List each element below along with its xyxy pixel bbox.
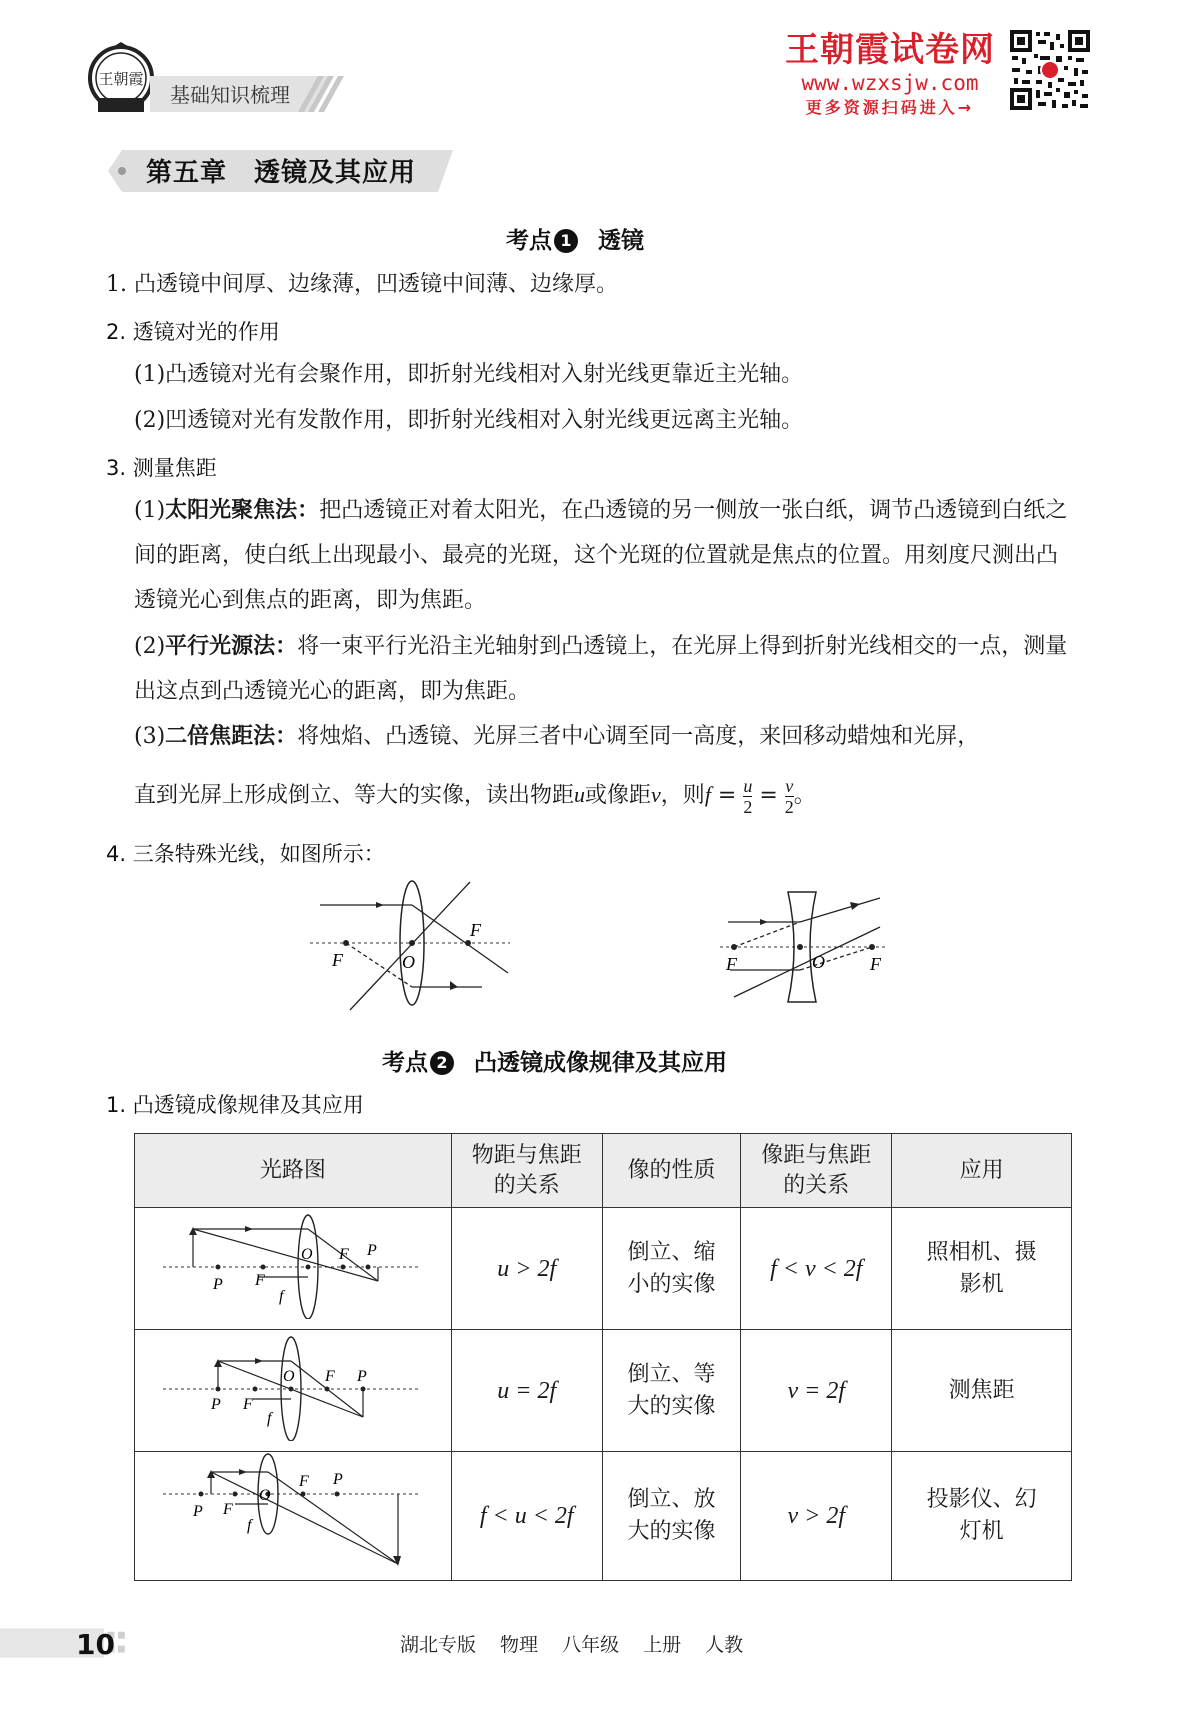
focus-left-label: F xyxy=(726,954,737,974)
table-row xyxy=(135,1208,1072,1330)
section-1-heading: 考点 1 透镜 xyxy=(506,228,644,254)
section-2-heading: 考点 2 凸透镜成像规律及其应用 xyxy=(382,1050,727,1076)
qr-code-icon[interactable] xyxy=(1010,30,1090,110)
method-3-text-2: 直到光屏上形成倒立、等大的实像，读出物距 xyxy=(134,783,575,808)
focal-length-label: f xyxy=(266,1409,272,1427)
method-1-prefix: (1) xyxy=(134,498,166,523)
method-3-text: 将烛焰、凸透镜、光屏三者中心调至同一高度，来回移动蜡烛和光屏， xyxy=(297,724,980,749)
method-3-formula-line xyxy=(134,772,1074,818)
ray-diagram-u-gt-2f xyxy=(163,1209,423,1319)
point-p-label: P xyxy=(212,1275,223,1293)
optical-center-label: O xyxy=(282,1367,295,1385)
fraction-2-numerator: v xyxy=(785,775,794,796)
header-ray-diagram: 光路图 xyxy=(135,1134,452,1208)
section-1-number: 1 xyxy=(554,229,578,253)
item-2-title: 2. 透镜对光的作用 xyxy=(106,320,280,344)
method-1-name: 太阳光聚焦法： xyxy=(165,498,320,523)
optical-center-label: O xyxy=(300,1245,313,1263)
method-3-end: 。 xyxy=(793,783,816,808)
footer-info: 湖北专版 物理 八年级 上册 人教 xyxy=(400,1634,744,1656)
brand-tagline: 更多资源扫码进入→ xyxy=(805,98,975,117)
brand-name: 王朝霞试卷网 xyxy=(785,30,995,70)
focus-label: F xyxy=(222,1501,233,1518)
brand-block[interactable] xyxy=(770,30,1010,120)
convex-lens-rays-diagram xyxy=(310,880,520,1015)
method-parallel-light xyxy=(134,624,1074,714)
header-application: 应用 xyxy=(892,1134,1072,1208)
item-2-point-2: (2)凹透镜对光有发散作用，即折射光线相对入射光线更远离主光轴。 xyxy=(134,408,804,433)
page-number: 10 xyxy=(76,1628,115,1661)
point-p-label: P xyxy=(210,1395,221,1413)
item-1: 1. 凸透镜中间厚、边缘薄，凹透镜中间薄、边缘厚。 xyxy=(106,272,618,297)
imaging-rules-table xyxy=(134,1133,1072,1581)
var-v: v xyxy=(651,782,661,807)
method-3-then: ，则 xyxy=(660,783,705,808)
fraction-u-over-2 xyxy=(743,776,752,817)
method-3-prefix: (3) xyxy=(134,724,166,749)
fraction-2-denominator: 2 xyxy=(784,796,794,817)
fraction-1-numerator: u xyxy=(743,775,753,796)
application-cell: 测焦距 xyxy=(892,1330,1072,1452)
header-object-distance: 物距与焦距的关系 xyxy=(451,1134,602,1208)
image-distance-cell: v > 2f xyxy=(741,1452,892,1581)
table-row xyxy=(135,1330,1072,1452)
method-2-name: 平行光源法： xyxy=(165,634,298,659)
point-p-label: P xyxy=(192,1503,203,1520)
method-double-focal xyxy=(134,714,1074,759)
publisher-logo xyxy=(86,40,156,122)
application-cell: 投影仪、幻灯机 xyxy=(892,1452,1072,1581)
focus-label-right: F xyxy=(324,1367,335,1385)
focus-right-label: F xyxy=(870,954,881,974)
image-nature-cell: 倒立、等大的实像 xyxy=(602,1330,741,1452)
point-p-label-right: P xyxy=(356,1367,367,1385)
point-p-label-right: P xyxy=(366,1241,377,1259)
ray-diagram-cell xyxy=(135,1452,452,1581)
image-distance-cell: f < v < 2f xyxy=(741,1208,892,1330)
section-2-item-1-title: 1. 凸透镜成像规律及其应用 xyxy=(106,1093,364,1117)
method-sunlight xyxy=(134,488,1074,623)
image-nature-cell: 倒立、放大的实像 xyxy=(602,1452,741,1581)
ray-diagram-f-lt-u-lt-2f xyxy=(163,1452,423,1570)
section-1-title: 透镜 xyxy=(598,228,644,254)
object-distance-cell: f < u < 2f xyxy=(451,1452,602,1581)
focus-left-label: F xyxy=(332,950,343,970)
var-u: u xyxy=(574,782,586,807)
focal-length-label: f xyxy=(278,1287,284,1305)
equals-2: = xyxy=(752,783,785,808)
method-3-or: 或像距 xyxy=(585,783,652,808)
focus-label-right: F xyxy=(338,1245,349,1263)
concave-lens-rays-diagram xyxy=(720,890,890,1010)
focus-right-label: F xyxy=(470,920,481,940)
image-nature-cell: 倒立、缩小的实像 xyxy=(602,1208,741,1330)
equals-1: = xyxy=(710,783,744,808)
ray-diagram-u-eq-2f xyxy=(163,1331,423,1441)
method-2-prefix: (2) xyxy=(134,634,166,659)
optical-center-label: O xyxy=(402,952,415,972)
brand-url[interactable]: www.wzxsjw.com xyxy=(801,71,979,95)
image-distance-cell: v = 2f xyxy=(741,1330,892,1452)
header-image-distance: 像距与焦距的关系 xyxy=(741,1134,892,1208)
ray-diagram-cell xyxy=(135,1208,452,1330)
logo-text: 王朝霞 xyxy=(98,70,144,88)
item-3-title: 3. 测量焦距 xyxy=(106,456,217,480)
object-distance-cell: u = 2f xyxy=(451,1330,602,1452)
section-2-number: 2 xyxy=(430,1051,454,1075)
table-row xyxy=(135,1452,1072,1581)
section-label: 基础知识梳理 xyxy=(170,83,290,107)
focus-label: F xyxy=(254,1271,265,1289)
focal-length-label: f xyxy=(246,1517,252,1534)
optical-center-label: O xyxy=(258,1487,271,1504)
fraction-1-denominator: 2 xyxy=(743,796,753,817)
header-image-nature: 像的性质 xyxy=(602,1134,741,1208)
table-header-row xyxy=(135,1134,1072,1208)
object-distance-cell: u > 2f xyxy=(451,1208,602,1330)
chapter-title: 第五章 透镜及其应用 xyxy=(146,158,417,188)
var-f: f xyxy=(704,782,711,807)
item-4-title: 4. 三条特殊光线，如图所示： xyxy=(106,842,385,866)
optical-center-label: O xyxy=(812,952,825,972)
item-2-point-1: (1)凸透镜对光有会聚作用，即折射光线相对入射光线更靠近主光轴。 xyxy=(134,362,804,387)
application-cell: 照相机、摄影机 xyxy=(892,1208,1072,1330)
fraction-v-over-2 xyxy=(785,776,794,817)
focus-label: F xyxy=(242,1395,253,1413)
section-2-title: 凸透镜成像规律及其应用 xyxy=(474,1050,727,1076)
method-2-text: 将一束平行光沿主光轴射到凸透镜上，在光屏上得到折射光线相交的一点，测量出这点到凸透镜光心的距离，即为焦距。 xyxy=(134,634,1068,704)
focus-label-right: F xyxy=(298,1473,309,1490)
method-3-name: 二倍焦距法： xyxy=(165,724,298,749)
method-1-text: 把凸透镜正对着太阳光，在凸透镜的另一侧放一张白纸，调节凸透镜到白纸之间的距离，使白纸上出现最小、最亮的光斑，这个光斑的位置就是焦点的位置。用刻度尺测出凸透镜光心到焦点的距离，即为焦距。 xyxy=(134,498,1068,613)
point-p-label-right: P xyxy=(332,1471,343,1488)
ray-diagram-cell xyxy=(135,1330,452,1452)
